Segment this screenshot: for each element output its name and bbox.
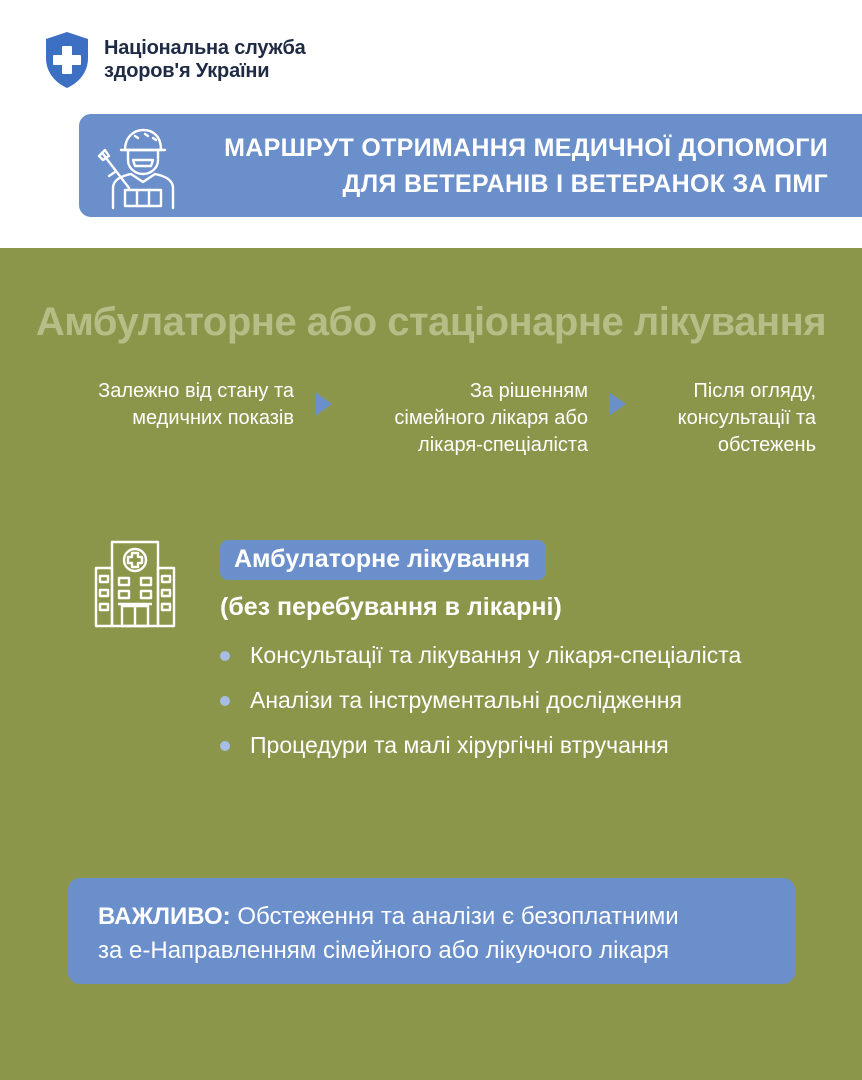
section-title: Амбулаторне або стаціонарне лікування <box>35 300 827 344</box>
important-note <box>68 878 795 984</box>
org-name <box>104 37 306 83</box>
header-area <box>0 0 862 248</box>
list-item <box>220 685 741 730</box>
step-3-line2: консультації та <box>677 407 816 429</box>
bullet-icon <box>220 696 230 706</box>
outpatient-services-list <box>220 640 741 775</box>
banner-title-line2: ДЛЯ ВЕТЕРАНІВ І ВЕТЕРАНОК ЗА ПМГ <box>342 170 828 198</box>
step-2-line3: лікаря-спеціаліста <box>418 434 588 456</box>
bullet-icon <box>220 651 230 661</box>
route-steps <box>0 378 862 468</box>
step-2-line1: За рішенням <box>469 380 588 402</box>
step-3-line3: обстежень <box>717 434 816 456</box>
org-name-line2: здоров'я України <box>104 60 270 82</box>
important-text-line2: за е-Направленням сімейного або лікуючого лікаря <box>98 937 669 964</box>
step-3-line1: Після огляду, <box>693 380 816 402</box>
outpatient-label: Амбулаторне лікування <box>220 540 546 580</box>
list-item <box>220 640 741 685</box>
triangle-right-icon <box>609 392 626 416</box>
list-item <box>220 730 741 775</box>
bullet-icon <box>220 741 230 751</box>
org-name-line1: Національна служба <box>104 37 306 59</box>
important-label: ВАЖЛИВО: <box>98 903 231 930</box>
outpatient-subtitle: (без перебування в лікарні) <box>220 593 562 621</box>
important-line1 <box>98 900 765 934</box>
step-2-line2: сімейного лікаря або <box>394 407 588 429</box>
title-banner <box>79 114 862 217</box>
step-1-line2: медичних показів <box>132 407 294 429</box>
list-item-text: Аналізи та інструментальні дослідження <box>250 687 682 713</box>
nszu-logo <box>42 30 306 90</box>
list-item-text: Процедури та малі хірургічні втручання <box>250 732 669 758</box>
banner-title-line1: МАРШРУТ ОТРИМАННЯ МЕДИЧНОЇ ДОПОМОГИ <box>224 134 828 162</box>
soldier-icon <box>95 122 177 210</box>
step-2 <box>394 378 588 459</box>
step-1-line1: Залежно від стану та <box>98 380 294 402</box>
step-3 <box>678 378 816 459</box>
step-1 <box>98 378 294 432</box>
important-text-line1: Обстеження та аналізи є безоплатними <box>237 903 679 930</box>
triangle-right-icon <box>315 392 332 416</box>
main-panel <box>0 248 862 1080</box>
shield-cross-icon <box>42 30 92 90</box>
hospital-icon <box>92 538 178 628</box>
banner-title <box>224 130 828 202</box>
list-item-text: Консультації та лікування у лікаря-спеціаліста <box>250 642 742 668</box>
